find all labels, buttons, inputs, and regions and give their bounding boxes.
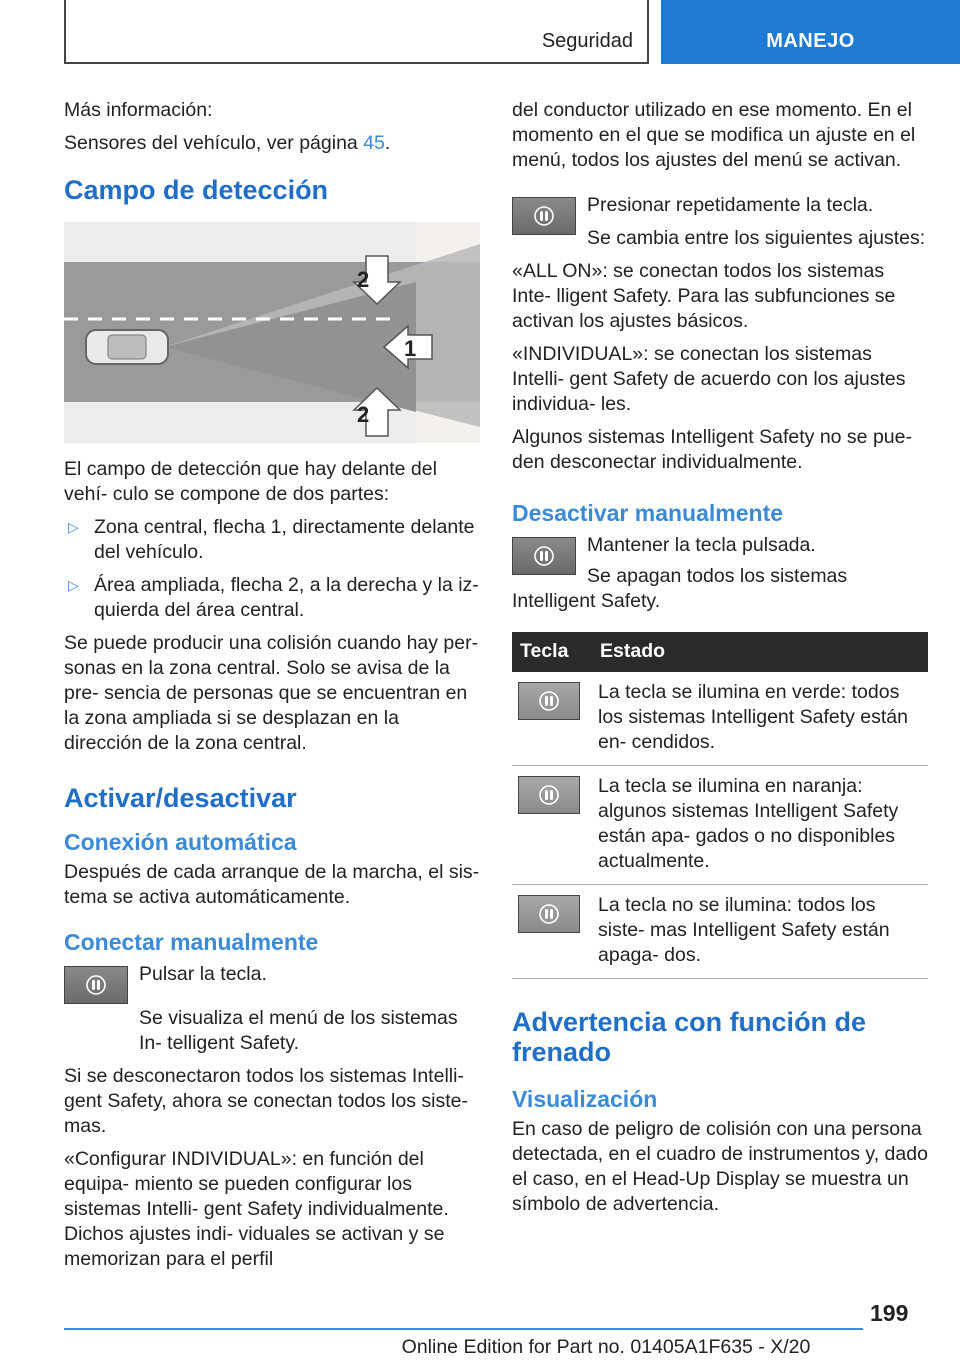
configure-paragraph: «Configurar INDIVIDUAL»: en función del equipa- miento se pueden configurar los sistemas Intelli- gent Safety individualmente. Dichos ajustes indi- viduales se activan y se memorizan para el perfil [64, 1148, 449, 1270]
key-instruction-repeat [512, 193, 928, 251]
heading-auto-connect: Conexión automática [64, 829, 297, 855]
left-column [64, 98, 480, 1280]
disconnected-paragraph: Si se desconectaron todos los sistemas Intelli- gent Safety, ahora se conectan todos los siste- mas. [64, 1065, 468, 1137]
individual-paragraph: «INDIVIDUAL»: se conectan los sistemas Intelli- gent Safety de acuerdo con los ajustes individua- les. [512, 343, 906, 415]
safety-key-green-icon [518, 682, 580, 720]
table-header-row [512, 632, 928, 672]
heading-activate: Activar/desactivar [64, 783, 297, 813]
arrow-2-bottom-label: 2 [357, 402, 370, 427]
header-chapter-tab[interactable] [661, 0, 960, 64]
display-paragraph: En caso de peligro de colisión con una persona detectada, en el cuadro de instrumentos y, dado el caso, en el Head-Up Display se muestra un símbolo de advertencia. [512, 1118, 928, 1215]
safety-key-icon[interactable] [512, 197, 576, 235]
collision-paragraph: Se puede producir una colisión cuando hay per- sonas en la zona central. Solo se avisa de la pre- sencia de personas que se encuentran en la zona ampliada si se desplazan en la dirección de la zona central. [64, 632, 479, 754]
detection-field-diagram [64, 222, 480, 443]
table-row [512, 885, 928, 979]
heading-detection-field: Campo de detección [64, 175, 329, 205]
table-row [512, 672, 928, 766]
press-key-text: Pulsar la tecla. [139, 963, 267, 985]
table-cell-state: La tecla se ilumina en verde: todos los sistemas Intelligent Safety están en- cendidos. [592, 672, 928, 766]
heading-display: Visualización [512, 1086, 658, 1112]
safety-key-icon[interactable] [64, 966, 128, 1004]
header-section-box [64, 0, 649, 64]
switch-between-text: Se cambia entre los siguientes ajustes: [587, 227, 926, 249]
table-header-state: Estado [592, 632, 928, 672]
safety-key-icon[interactable] [512, 537, 576, 575]
page-link[interactable]: 45 [363, 132, 385, 154]
press-repeat-text: Presionar repetidamente la tecla. [587, 194, 874, 216]
all-off-text: Se apagan todos los sistemas Intelligent Safety. [512, 565, 848, 612]
footer-edition: Online Edition for Part no. 01405A1F635 - X/20 [401, 1336, 811, 1358]
some-systems-paragraph: Algunos sistemas Intelligent Safety no se pue- den desconectar individualmente. [512, 426, 912, 473]
bullet-item: ▷ Área ampliada, flecha 2, a la derecha y la iz- quierda del área central. [68, 574, 479, 621]
key-instruction-hold [512, 533, 928, 558]
heading-manual-connect: Conectar manualmente [64, 929, 319, 955]
key-state-table [512, 632, 928, 979]
menu-shown-text: Se visualiza el menú de los sistemas In- telligent Safety. [139, 1007, 458, 1054]
table-row [512, 766, 928, 885]
auto-paragraph: Después de cada arranque de la marcha, el sis- tema se activa automáticamente. [64, 861, 480, 908]
profile-paragraph: del conductor utilizado en ese momento. En el momento en el que se modifica un ajuste en el menú, todos los ajustes del menú se activan. [512, 99, 916, 171]
detection-paragraph: El campo de detección que hay delante del vehí- culo se compone de dos partes: [64, 458, 437, 505]
table-header-key: Tecla [512, 632, 592, 672]
triangle-bullet-icon: ▷ [68, 577, 79, 593]
footer-divider [64, 1328, 863, 1330]
more-info-label: Más información: [64, 99, 213, 121]
safety-key-orange-icon [518, 776, 580, 814]
heading-manual-off: Desactivar manualmente [512, 500, 784, 526]
right-column [512, 98, 928, 1225]
table-cell-state: La tecla se ilumina en naranja: algunos sistemas Intelligent Safety están apa- gados o no disponibles actualmente. [592, 766, 928, 885]
page-number: 199 [870, 1300, 909, 1326]
detection-field-figure [64, 222, 480, 443]
hold-key-text: Mantener la tecla pulsada. [587, 534, 816, 556]
arrow-2-top-label: 2 [357, 267, 370, 292]
sensors-reference: Sensores del vehículo, ver página 45. [64, 132, 391, 154]
header-chapter-title: MANEJO [766, 30, 855, 52]
table-cell-state: La tecla no se ilumina: todos los siste- mas Intelligent Safety están apaga- dos. [592, 885, 928, 979]
header-section-title: Seguridad [541, 30, 633, 52]
arrow-1-label: 1 [404, 336, 417, 361]
bullet-item: ▷ Zona central, flecha 1, directamente delante del vehículo. [68, 516, 475, 563]
heading-warning: Advertencia con función de frenado [512, 1007, 867, 1067]
all-on-paragraph: «ALL ON»: se conectan todos los sistemas Inte- lligent Safety. Para las subfunciones se activan los ajustes básicos. [512, 260, 896, 332]
safety-key-off-icon [518, 895, 580, 933]
key-instruction-connect [64, 962, 480, 1010]
triangle-bullet-icon: ▷ [68, 519, 79, 535]
